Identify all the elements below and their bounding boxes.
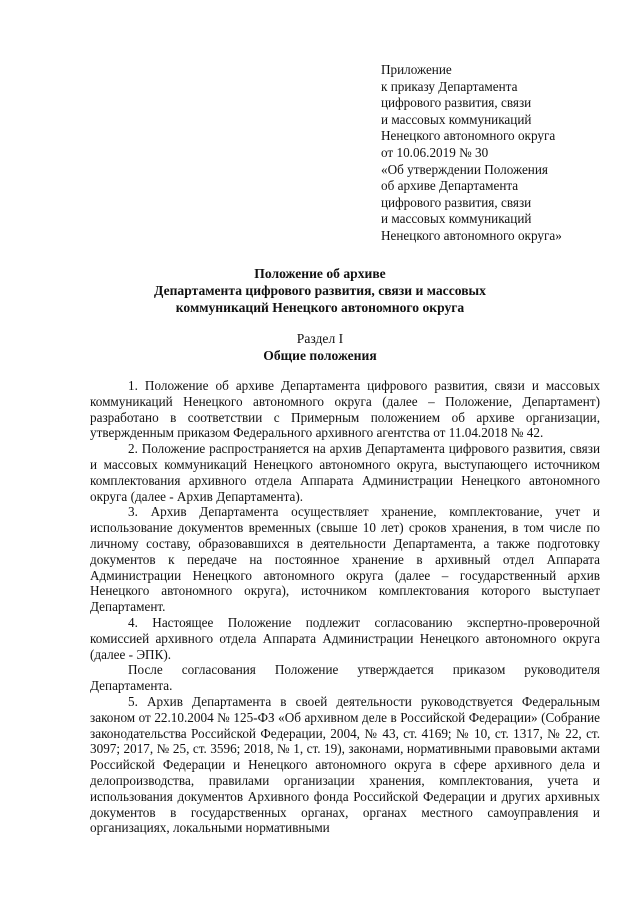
title-line: Департамента цифрового развития, связи и массовых xyxy=(154,283,486,298)
document-title xyxy=(90,265,550,316)
appendix-line: Ненецкого автономного округа» xyxy=(381,227,562,243)
appendix-line: цифрового развития, связи xyxy=(381,194,532,210)
document-body xyxy=(90,378,600,836)
title-line: коммуникаций Ненецкого автономного округа xyxy=(175,300,465,315)
section-label: Раздел I xyxy=(296,331,344,346)
appendix-line: «Об утверждении Положения xyxy=(381,161,548,177)
appendix-line: Ненецкого автономного округа xyxy=(381,128,556,144)
paragraph: 4. Настоящее Положение подлежит согласованию экспертно-проверочной комиссией архивного отдела Аппарата Администрации Ненецкого автономного округа (далее - ЭПК). xyxy=(90,614,600,662)
section-heading: Общие положения xyxy=(263,348,377,363)
appendix-line: к приказу Департамента xyxy=(381,78,518,94)
appendix-block xyxy=(381,62,621,245)
section-header xyxy=(90,330,550,364)
appendix-line: цифрового развития, связи xyxy=(381,95,532,111)
appendix-line: от 10.06.2019 № 30 xyxy=(381,144,489,160)
appendix-line: и массовых коммуникаций xyxy=(381,111,532,127)
appendix-line: и массовых коммуникаций xyxy=(381,211,532,227)
appendix-line: Приложение xyxy=(381,62,452,77)
appendix-line: об архиве Департамента xyxy=(381,178,519,194)
title-line: Положение об архиве xyxy=(254,266,386,281)
paragraph: 2. Положение распространяется на архив Департамента цифрового развития, связи и массовых коммуникаций Ненецкого автономного округа, выступающего источником комплектования архивного отдела Аппарата Администрации Ненецкого автономного округа (далее - Архив Департамента). xyxy=(90,441,600,504)
paragraph: 5. Архив Департамента в своей деятельности руководствуется Федеральным законом от 22.10.2004 № 125-ФЗ «Об архивном деле в Российской Федерации» (Собрание законодательства Российской Федерации, 2004, № 43, ст. 4169; № 10, ст. 1317, № 22, ст. 3097; 2017, № 25, ст. 3596; 2018, № 1, ст. 19), законами, нормативными правовыми актами Российской Федерации и Ненецкого автономного округа в сфере архивного дела и делопроизводства, правилами организации хранения, комплектования, учета и использования документов Архивного фонда Российской Федерации и других архивных документов в государственных органах, органах местного самоуправления и организациях, локальными нормативными xyxy=(90,693,600,836)
paragraph: 3. Архив Департамента осуществляет хранение, комплектование, учет и использование документов временных (свыше 10 лет) сроков хранения, в том числе по личному составу, образовавшихся в деятельности Департамента, а также подготовку документов к передаче на постоянное хранение в архивный отдел Аппарата Администрации Ненецкого автономного округа (далее – государственный архив Ненецкого автономного округа), источником комплектования которого выступает Департамент. xyxy=(90,504,600,615)
paragraph: После согласования Положение утверждается приказом руководителя Департамента. xyxy=(90,662,600,694)
paragraph: 1. Положение об архиве Департамента цифрового развития, связи и массовых коммуникаций Ненецкого автономного округа (далее – Положение, Департамент) разработано в соответствии с Примерным положением об архиве организации, утвержденным приказом Федерального архивного агентства от 11.04.2018 № 42. xyxy=(90,378,600,441)
